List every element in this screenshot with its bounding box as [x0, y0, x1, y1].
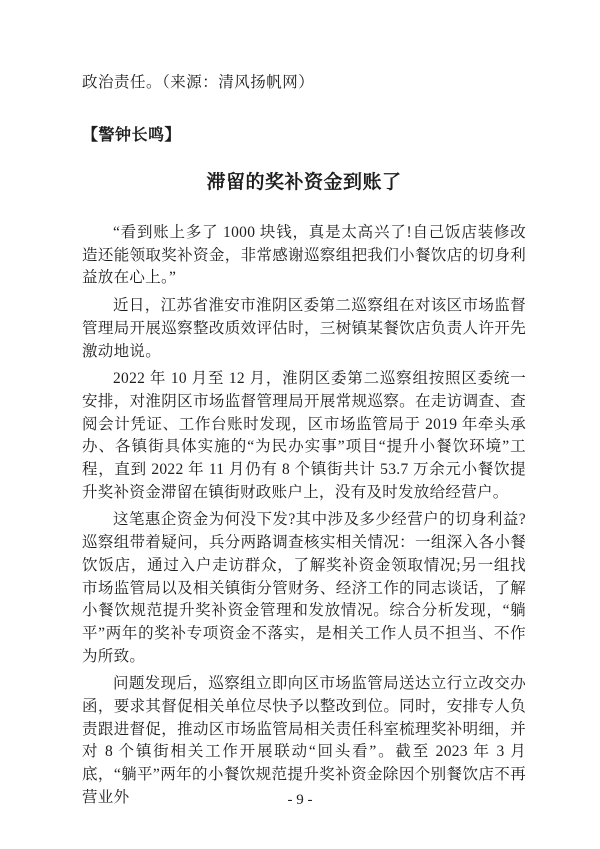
- article-title: 滞留的奖补资金到账了: [206, 172, 402, 193]
- body-paragraph: 近日，江苏省淮安市淮阴区委第二巡察组在对该区市场监督管理局开展巡察整改质效评估时，三树镇某餐饮店负责人许开先激动地说。: [82, 297, 526, 360]
- body-paragraph: 问题发现后，巡察组立即向区市场监管局送达立行立改交办函，要求其督促相关单位尽快予以整改到位。同时，安排专人负责跟进督促，推动区市场监管局相关责任科室梳理奖补明细，并对 8 个镇街相关工作开展联动“回头看”。截至 2023 年 3 月底，“躺平”两年的小餐饮规范提升奖补资金除因个别餐饮店不再营业外: [82, 675, 526, 806]
- carryover-text-line: 政治责任。（来源：清风扬帆网）: [82, 74, 315, 91]
- section-heading: 【警钟长鸣】: [82, 127, 182, 144]
- body-paragraph: 这笔惠企资金为何没下发?其中涉及多少经营户的切身利益?巡察组带着疑问，兵分两路调查核实相关情况：一组深入各小餐饮饭店，通过入户走访群众，了解奖补资金领取情况;另一组找市场监管局以及相关镇街分管财务、经济工作的同志谈话，了解小餐饮规范提升奖补资金管理和发放情况。综合分析发现，“躺平”两年的奖补专项资金不落实，是相关工作人员不担当、不作为所致。: [82, 511, 526, 665]
- body-paragraph: “看到账上多了 1000 块钱，真是太高兴了!自己饭店装修改造还能领取奖补资金，非常感谢巡察组把我们小餐饮店的切身利益放在心上。”: [82, 224, 526, 287]
- body-paragraph: 2022 年 10 月至 12 月，淮阴区委第二巡察组按照区委统一安排，对淮阴区市场监督管理局开展常规巡察。在走访调查、查阅会计凭证、工作台账时发现，区市场监管局于 2019 年牵头承办、各镇街具体实施的“为民办实事”项目“提升小餐饮环境”工程，直到 2022 年 11 月仍有 8 个镇街共计 53.7 万余元小餐饮提升奖补资金滞留在镇街财政账户上，没有及时发放给经营户。: [82, 370, 526, 501]
- page-number: - 9 -: [287, 792, 313, 808]
- article-body: [82, 222, 526, 810]
- page-content: [82, 71, 526, 815]
